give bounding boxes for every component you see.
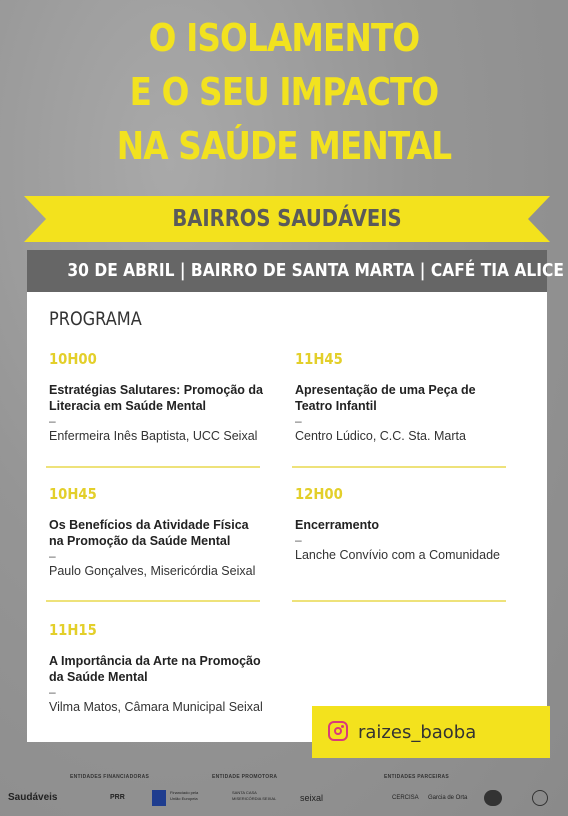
programa-label: PROGRAMA [49, 308, 142, 330]
program-item [295, 485, 510, 563]
logo-saudaveis: Saudáveis [8, 792, 58, 803]
logo-eu-text: Financiado pela União Europeia [170, 790, 199, 801]
eu-flag-icon [152, 790, 166, 806]
item-time: 12H00 [295, 485, 343, 503]
item-speaker: Paulo Gonçalves, Misericórdia Seixal [49, 564, 256, 578]
item-speaker: Lanche Convívio com a Comunidade [295, 548, 500, 562]
item-time: 10H45 [49, 485, 97, 503]
programa-card [27, 292, 547, 742]
item-dash: – [295, 533, 302, 547]
partner-logo-icon [484, 790, 502, 806]
item-title: Os Benefícios da Atividade Física na Promoção da Saúde Mental [49, 518, 249, 548]
title-line-2: E O SEU IMPACTO [129, 70, 439, 114]
footer-partners [0, 770, 568, 816]
divider [46, 466, 260, 468]
logo-santa-casa: SANTA CASA MISERICÓRDIA SEIXAL [232, 790, 277, 801]
item-speaker: Vilma Matos, Câmara Municipal Seixal [49, 700, 263, 714]
item-dash: – [49, 414, 56, 428]
logo-prr: PRR [110, 794, 125, 801]
item-title: A Importância da Arte na Promoção da Saúde Mental [49, 654, 261, 684]
divider [292, 600, 506, 602]
banner-text: BAIRROS SAUDÁVEIS [172, 206, 402, 232]
program-item [49, 485, 264, 579]
label-promotora: ENTIDADE PROMOTORA [212, 774, 278, 780]
program-item [49, 350, 264, 444]
event-info-text: 30 DE ABRIL | BAIRRO DE SANTA MARTA | CAFÉ TIA ALICE [67, 260, 564, 281]
instagram-handle[interactable]: raizes_baoba [358, 722, 477, 743]
title-line-1: O ISOLAMENTO [148, 16, 420, 60]
event-info-bar [27, 250, 564, 292]
divider [292, 466, 506, 468]
logo-seixal: seixal [300, 793, 324, 803]
label-financiadoras: ENTIDADES FINANCIADORAS [70, 774, 150, 780]
program-item [49, 621, 264, 715]
item-time: 10H00 [49, 350, 97, 368]
divider [46, 600, 260, 602]
label-parceiras: ENTIDADES PARCEIRAS [384, 774, 450, 780]
program-item [295, 350, 510, 444]
logo-cercisa: CERCISA [392, 795, 419, 801]
item-title: Apresentação de uma Peça de Teatro Infantil [295, 383, 476, 413]
bairros-banner [24, 196, 550, 242]
item-title: Encerramento [295, 518, 380, 532]
item-speaker: Centro Lúdico, C.C. Sta. Marta [295, 429, 466, 443]
partner-circle-logo-icon [532, 790, 548, 806]
instagram-box[interactable] [312, 706, 550, 758]
item-time: 11H15 [49, 621, 97, 639]
title-line-3: NA SAÚDE MENTAL [116, 124, 452, 168]
item-speaker: Enfermeira Inês Baptista, UCC Seixal [49, 429, 258, 443]
item-dash: – [49, 549, 56, 563]
item-dash: – [295, 414, 302, 428]
instagram-icon [328, 721, 348, 741]
item-title: Estratégias Salutares: Promoção da Literacia em Saúde Mental [49, 383, 263, 413]
item-time: 11H45 [295, 350, 343, 368]
item-dash: – [49, 685, 56, 699]
logo-garcia-de-orta: Garcia de Orta [428, 795, 468, 801]
